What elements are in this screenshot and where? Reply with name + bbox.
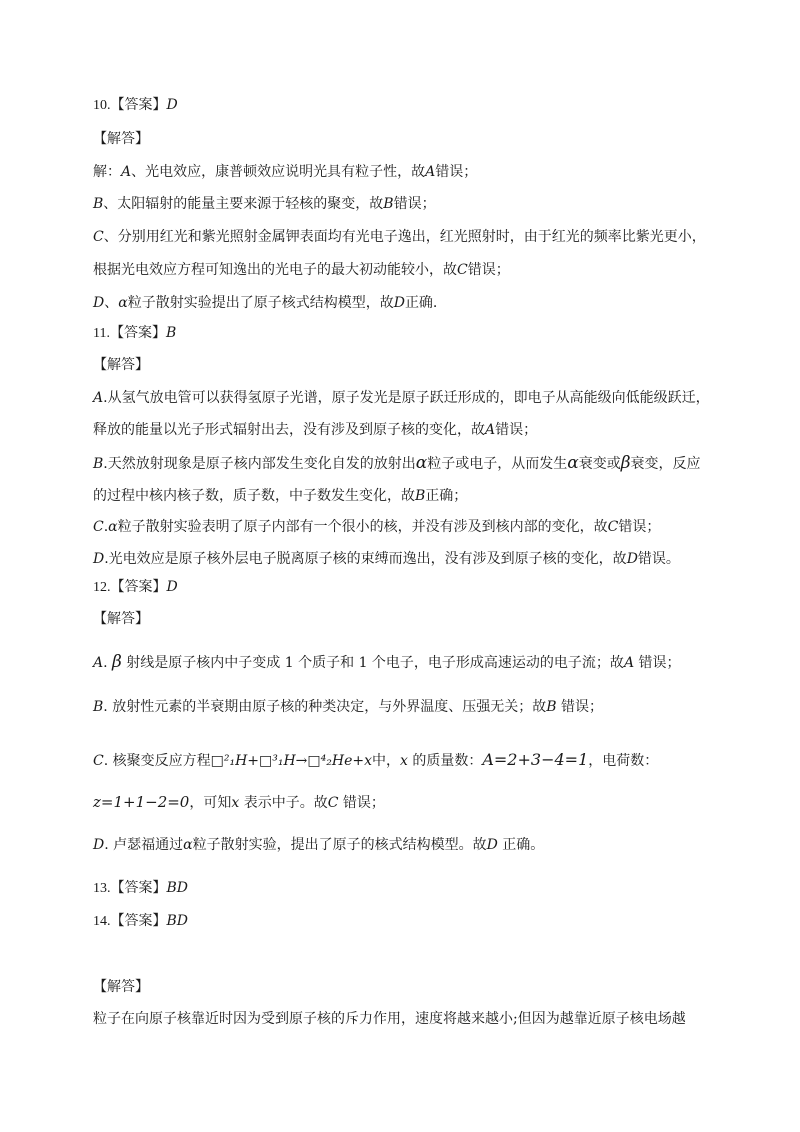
option-letter: B: [383, 196, 394, 212]
answer-tag: 【答案】: [110, 880, 167, 896]
q11-line-c: [93, 518, 660, 536]
option-letter: A: [425, 164, 436, 180]
question-number: 11.: [93, 326, 110, 341]
q10-line-c2: [93, 261, 510, 279]
q14-jieda: 【解答】: [93, 979, 149, 995]
q11-line-a: [93, 389, 710, 407]
answer-value: B: [165, 325, 177, 341]
text: 中，: [371, 753, 400, 769]
q10-line-d: [93, 294, 437, 312]
option-letter: A: [93, 390, 104, 406]
option-letter: C: [93, 753, 104, 769]
text: . 卢瑟福通过: [104, 837, 184, 853]
option-letter: C: [457, 262, 468, 278]
q10-line-a: [93, 163, 477, 181]
text: 、光电效应，康普顿效应说明光具有粒子性，故: [131, 164, 426, 180]
q10-line-c: [93, 228, 706, 246]
text: 错误；: [634, 655, 681, 671]
option-letter: A: [623, 655, 635, 671]
option-letter: B: [546, 699, 557, 715]
text: 、太阳辐射的能量主要来源于轻核的聚变，故: [103, 196, 384, 212]
option-letter: A: [121, 164, 132, 180]
q12-jieda: 【解答】: [93, 611, 149, 627]
option-letter: C: [327, 795, 339, 811]
q11-answer-line: [93, 324, 176, 343]
option-letter: A: [485, 422, 496, 438]
text: 粒子或电子，从而发生: [427, 456, 568, 472]
option-letter: D: [486, 837, 498, 853]
q12-line-c: [93, 751, 658, 770]
text: ，可知: [189, 795, 232, 811]
q14-answer-line: [93, 912, 188, 931]
q12-line-d: [93, 836, 544, 854]
text: 正确；: [425, 488, 468, 504]
q11-jieda: 【解答】: [93, 357, 149, 373]
option-letter: C: [93, 229, 104, 245]
nuclear-equation: □²₁H+□³₁H→□⁴₂He+x: [210, 753, 372, 769]
alpha-symbol: α: [567, 453, 579, 473]
alpha-symbol: α: [118, 295, 128, 311]
text: ，电荷数：: [588, 753, 659, 769]
beta-symbol: β: [112, 652, 122, 672]
text: 解：: [93, 164, 121, 180]
text: .: [103, 519, 109, 535]
answer-value: BD: [166, 880, 189, 896]
text: 错误；: [435, 164, 478, 180]
q11-line-a2: [93, 421, 537, 439]
variable-x: x: [399, 753, 408, 769]
answer-tag: 【答案】: [109, 325, 166, 341]
option-letter: D: [93, 295, 105, 311]
text: 衰变或: [578, 456, 621, 472]
option-letter: D: [626, 551, 638, 567]
option-letter: B: [415, 488, 426, 504]
q12-line-b: [93, 698, 603, 716]
text: 错误；: [467, 262, 510, 278]
text: .: [103, 655, 113, 671]
q10-line-b: [93, 195, 436, 213]
text: 粒子散射实验表明了原子内部有一个很小的核，并没有涉及到核内部的变化，故: [117, 519, 608, 535]
answer-value: BD: [166, 913, 189, 929]
q12-answer-line: [93, 578, 178, 597]
option-letter: D: [93, 837, 105, 853]
alpha-symbol: α: [183, 837, 193, 853]
text: 错误；: [556, 699, 603, 715]
q10-answer-line: [93, 96, 178, 115]
text: 表示中子。故: [239, 795, 328, 811]
text: 错误；: [618, 519, 661, 535]
text: 错误；: [338, 795, 385, 811]
answer-tag: 【答案】: [110, 913, 167, 929]
text: 错误。: [637, 551, 680, 567]
text: 衰变，反应: [630, 456, 701, 472]
text: 粒子散射实验，提出了原子的核式结构模型。故: [192, 837, 487, 853]
q11-line-b: [93, 454, 701, 473]
option-letter: B: [93, 456, 104, 472]
q12-line-a: [93, 653, 681, 672]
option-letter: C: [607, 519, 619, 535]
beta-symbol: β: [620, 453, 631, 473]
question-number: 10.: [93, 98, 111, 113]
text: 正确。: [497, 837, 545, 853]
text: 正确.: [404, 295, 438, 311]
text: 的过程中核内核子数，质子数，中子数发生变化，故: [93, 488, 415, 504]
alpha-symbol: α: [108, 519, 118, 535]
option-letter: D: [393, 295, 405, 311]
mass-number-calc: A=2+3−4=1: [482, 750, 589, 769]
text: 根据光电效应方程可知逸出的光电子的最大初动能较小，故: [93, 262, 457, 278]
question-number: 13.: [93, 881, 111, 896]
text: 粒子散射实验提出了原子核式结构模型，故: [127, 295, 394, 311]
q12-line-c2: [93, 793, 385, 812]
q10-jieda: 【解答】: [93, 131, 149, 147]
text: .从氢气放电管可以获得氢原子光谱，原子发光是原子跃迁形成的，即电子从高能级向低能级跃迁，: [103, 390, 710, 406]
option-letter: B: [93, 699, 104, 715]
option-letter: D: [93, 551, 105, 567]
option-letter: B: [93, 196, 104, 212]
question-number: 12.: [93, 580, 111, 595]
text: 、: [104, 295, 119, 311]
answer-value: D: [166, 97, 178, 113]
answer-tag: 【答案】: [110, 579, 167, 595]
variable-x: x: [231, 795, 240, 811]
text: 错误；: [393, 196, 436, 212]
text: .光电效应是原子核外层电子脱离原子核的束缚而逸出，没有涉及到原子核的变化，故: [104, 551, 627, 567]
q11-line-d: [93, 550, 680, 568]
answer-tag: 【答案】: [110, 97, 167, 113]
alpha-symbol: α: [415, 453, 428, 473]
q14-line-1: 粒子在向原子核靠近时因为受到原子核的斥力作用，速度将越来越小;但因为越靠近原子核电场越: [93, 1011, 686, 1027]
text: 的质量数：: [407, 753, 483, 769]
option-letter: C: [93, 519, 104, 535]
text: . 核聚变反应方程: [103, 753, 211, 769]
text: 、分别用红光和紫光照射金属钾表面均有光电子逸出，红光照射时，由于红光的频率比紫光更小，: [103, 229, 706, 245]
answer-value: D: [166, 579, 178, 595]
text: 射线是原子核内中子变成 1 个质子和 1 个电子，电子形成高速运动的电子流；故: [121, 655, 624, 671]
q13-answer-line: [93, 879, 188, 898]
q11-line-b2: [93, 487, 467, 505]
question-number: 14.: [93, 914, 111, 929]
text: . 放射性元素的半衰期由原子核的种类决定，与外界温度、压强无关；故: [103, 699, 547, 715]
text: 释放的能量以光子形式辐射出去，没有涉及到原子核的变化，故: [93, 422, 485, 438]
text: 错误；: [495, 422, 538, 438]
text: .天然放射现象是原子核内部发生变化自发的放射出: [103, 456, 416, 472]
option-letter: A: [93, 655, 104, 671]
charge-number-calc: z=1+1−2=0: [93, 793, 190, 811]
